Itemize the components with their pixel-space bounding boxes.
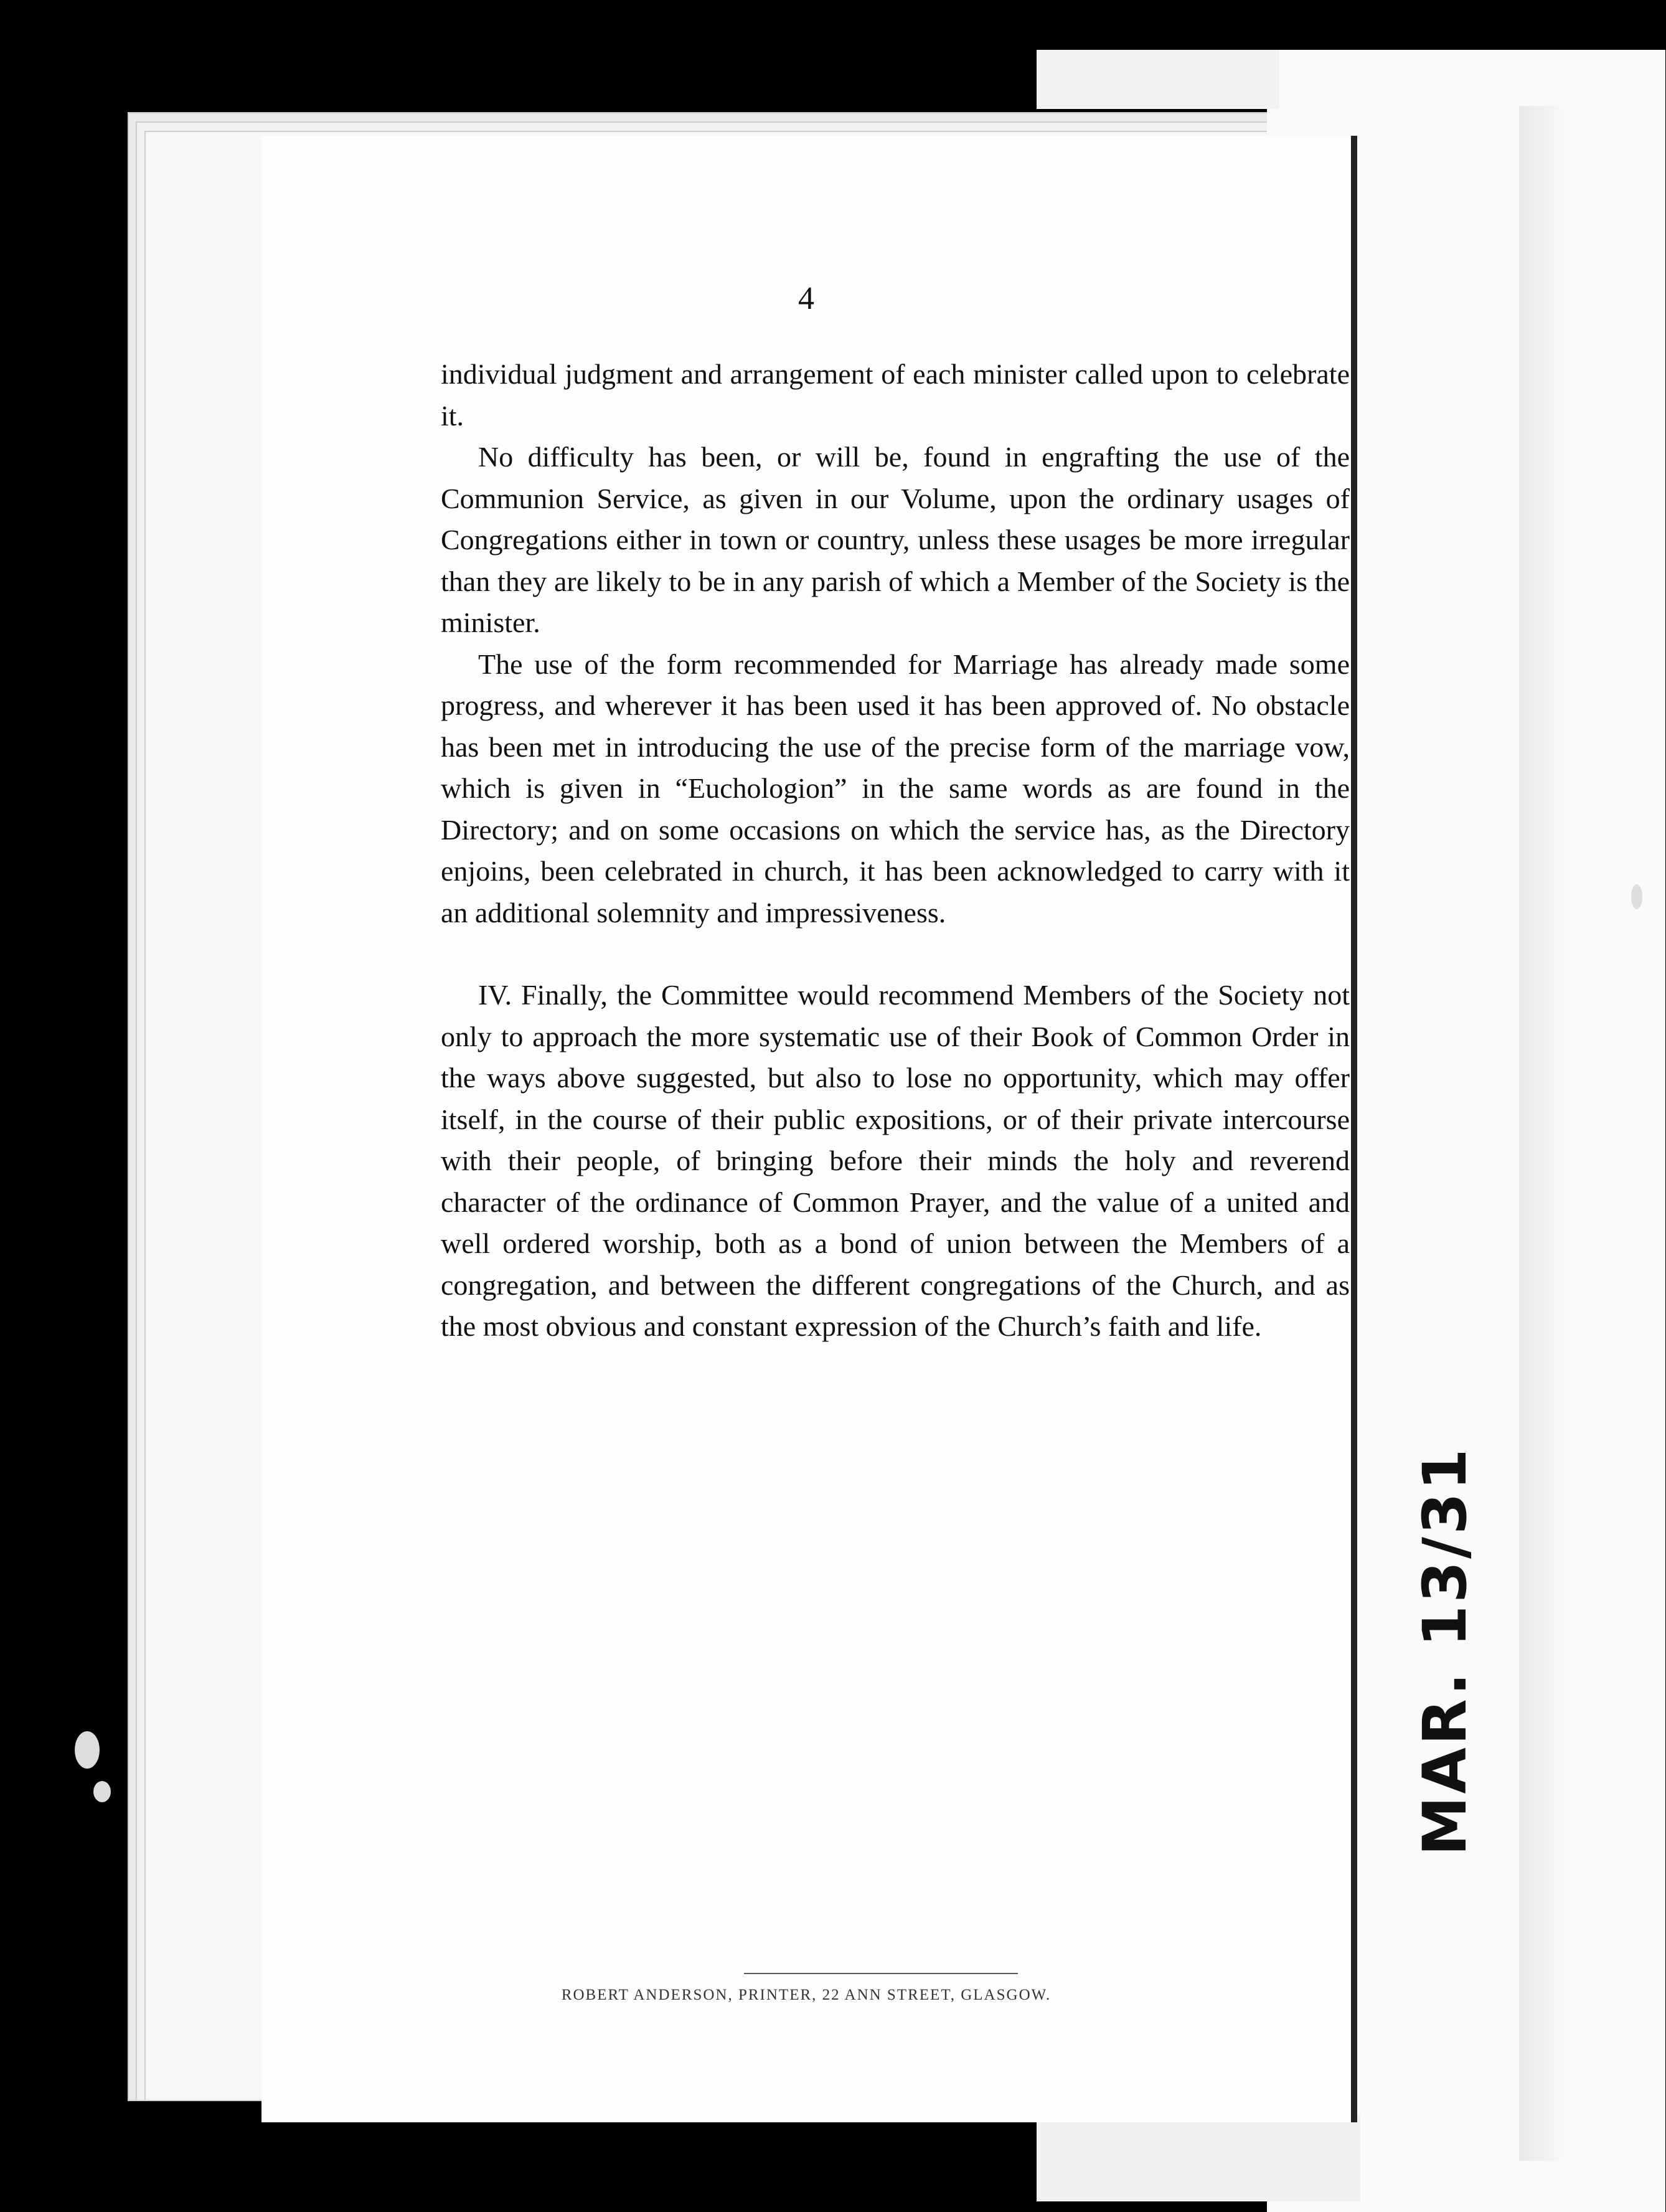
- scan-speck: [1631, 884, 1642, 909]
- scan-speck: [75, 1731, 100, 1769]
- paragraph-4: IV. Finally, the Committee would recommend Members of the Society not only to approach the more systematic use of their Book of Common Order in the ways above suggested, but also to lose no opportunity, which may offer itself, in the course of their public expositions, or of their private intercourse with their people, of bringing before their minds the holy and reverend character of the ordinance of Common Prayer, and the value of a united and well ordered worship, both as a bond of union between the Members of a congregation, and between the different congregations of the Church, and as the most obvious and constant expression of the Church’s faith and life.: [441, 979, 1350, 1342]
- printer-imprint: ROBERT ANDERSON, PRINTER, 22 ANN STREET, GLASGOW.: [561, 1987, 1052, 2003]
- flap-tab-top: [1037, 50, 1279, 109]
- paragraph-3: The use of the form recommended for Marriage has already made some progress, and wherever it has been used it has been approved of. No obstacle has been met in introducing the use of the precise form of the marriage vow, which is given in “Euchologion” in the same words as are found in the Directory; and on some occasions on which the service has, as the Directory enjoins, been celebrated in church, it has been acknowledged to carry with it an additional solemnity and impressiveness.: [441, 648, 1350, 929]
- flap-shadow: [1519, 106, 1569, 2161]
- paragraph-2: No difficulty has been, or will be, found in engrafting the use of the Communion Service, as given in our Volume, upon the ordinary usages of Congregations either in town or country, unless these usages be more irregular than they are likely to be in any parish of which a Member of the Society is the minister.: [441, 441, 1350, 638]
- body-text: [441, 354, 1350, 1348]
- page-number: 4: [798, 281, 814, 316]
- document-page: [261, 136, 1357, 2122]
- imprint-rule: [744, 1973, 1018, 1974]
- paragraph-1: individual judgment and arrangement of each minister called upon to celebrate it.: [441, 358, 1350, 432]
- flap-tab-bottom: [1037, 2114, 1360, 2201]
- scan-speck: [93, 1781, 111, 1802]
- handwritten-date: MAR. 13/31: [1410, 1446, 1480, 1856]
